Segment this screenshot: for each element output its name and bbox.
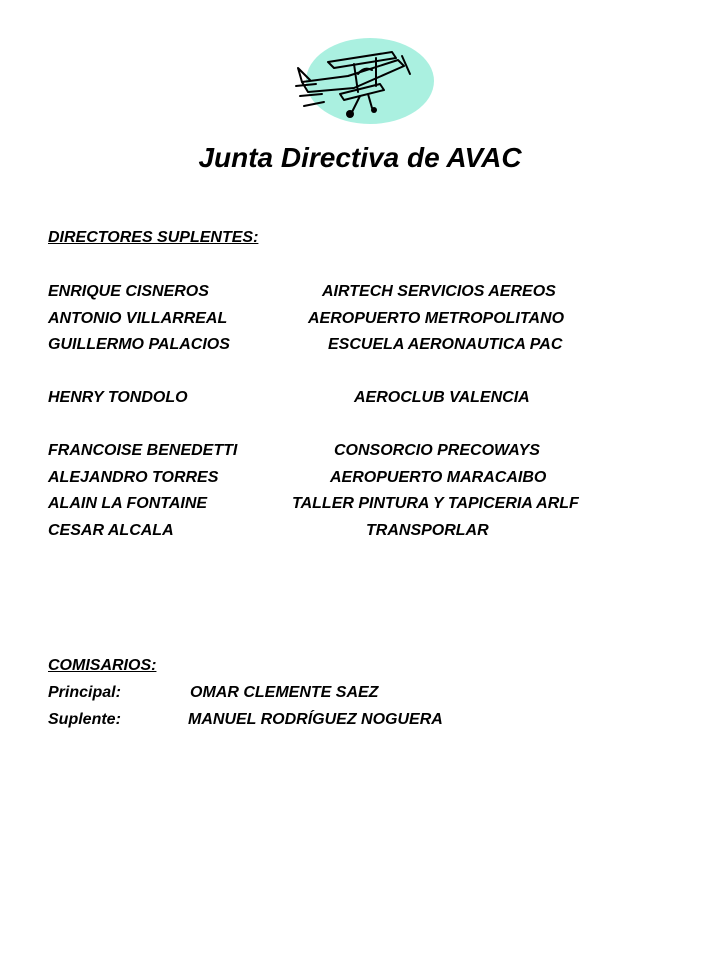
director-org: ESCUELA AERONAUTICA PAC xyxy=(328,336,563,353)
directores-heading: DIRECTORES SUPLENTES: xyxy=(48,229,259,246)
director-name: ANTONIO VILLARREAL xyxy=(48,310,228,327)
comisario-name: MANUEL RODRÍGUEZ NOGUERA xyxy=(188,711,443,728)
director-org: AEROPUERTO METROPOLITANO xyxy=(308,310,565,327)
director-name: ALAIN LA FONTAINE xyxy=(48,495,208,512)
director-name: FRANCOISE BENEDETTI xyxy=(48,442,238,459)
director-name: HENRY TONDOLO xyxy=(48,389,188,406)
comisarios-heading: COMISARIOS: xyxy=(48,657,157,674)
director-name: GUILLERMO PALACIOS xyxy=(48,336,230,353)
page-title: Junta Directiva de AVAC xyxy=(198,142,522,173)
biplane-icon xyxy=(296,38,434,124)
wheel-icon xyxy=(346,110,354,118)
director-name: ENRIQUE CISNEROS xyxy=(48,283,209,300)
biplane-logo xyxy=(288,38,434,126)
comisario-role: Principal: xyxy=(48,684,121,701)
director-org: CONSORCIO PRECOWAYS xyxy=(334,442,540,459)
director-org: AEROPUERTO MARACAIBO xyxy=(330,469,547,486)
comisario-name: OMAR CLEMENTE SAEZ xyxy=(190,684,379,701)
director-org: AIRTECH SERVICIOS AEREOS xyxy=(322,283,556,300)
director-name: ALEJANDRO TORRES xyxy=(48,469,219,486)
director-org: AEROCLUB VALENCIA xyxy=(354,389,530,406)
comisario-role: Suplente: xyxy=(48,711,121,728)
director-org: TALLER PINTURA Y TAPICERIA ARLF xyxy=(292,495,579,512)
wheel-icon xyxy=(371,107,377,113)
director-org: TRANSPORLAR xyxy=(366,522,489,539)
director-name: CESAR ALCALA xyxy=(48,522,174,539)
